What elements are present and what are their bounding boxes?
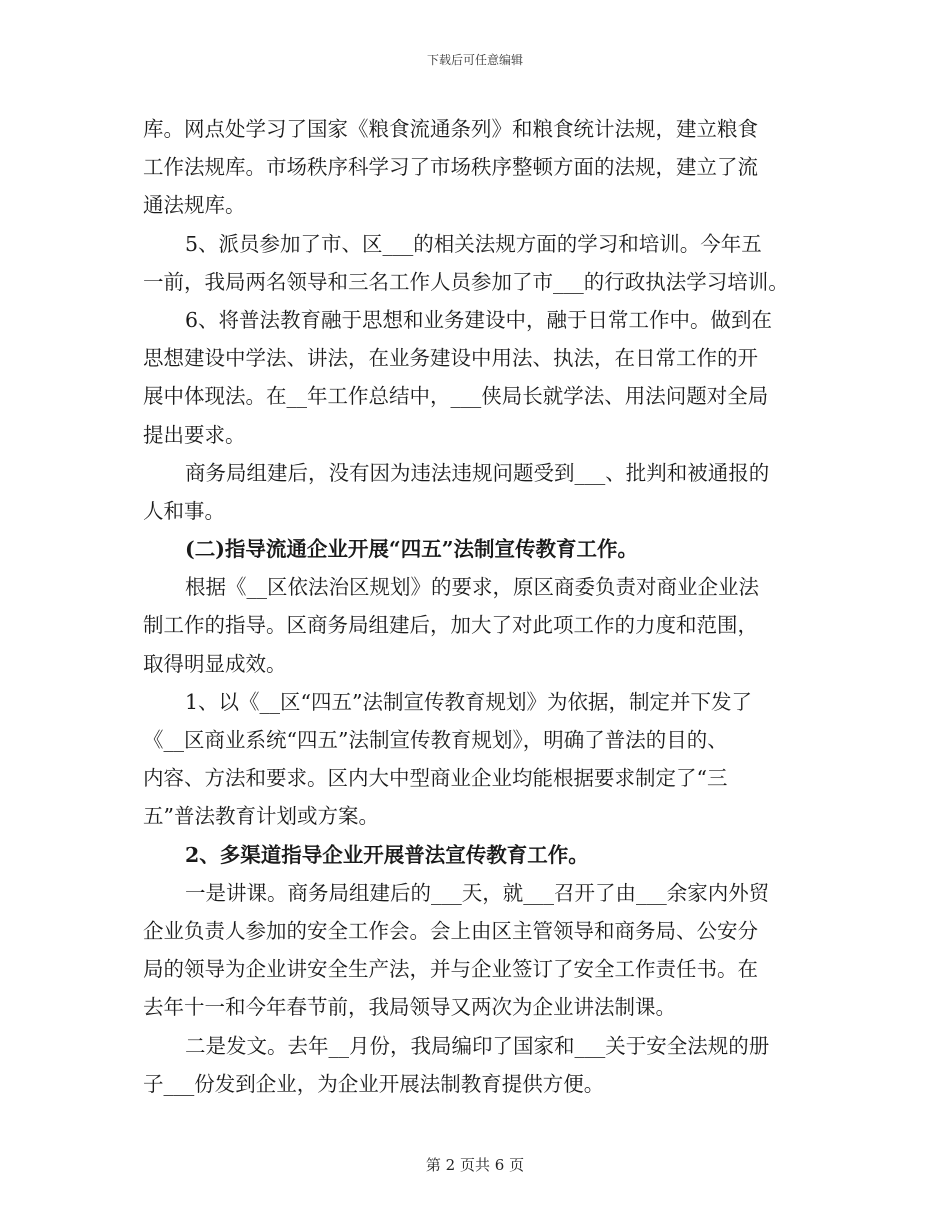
section-heading-line: (二)指导流通企业开展“四五”法制宣传教育工作。: [185, 537, 638, 562]
text-line: 局的领导为企业讲安全生产法，并与企业签订了安全工作责任书。在: [143, 957, 758, 982]
text-line: 工作法规库。市场秩序科学习了市场秩序整顿方面的法规，建立了流: [143, 155, 758, 180]
text-line: 人和事。: [143, 498, 225, 523]
text-line: 《__区商业系统“四五”法制宣传教育规划》，明确了普法的目的、: [143, 728, 728, 752]
text-line: 子___份发到企业，为企业开展法制教育提供方便。: [143, 1071, 605, 1096]
document-body: [143, 110, 815, 1103]
text-line: 提出要求。: [143, 422, 246, 447]
section-heading-line: 2、多渠道指导企业开展普法宣传教育工作。: [185, 842, 589, 867]
text-line: 去年十一和今年春节前，我局领导又两次为企业讲法制课。: [143, 995, 676, 1020]
text-line: 商务局组建后，没有因为违法违规问题受到___、批判和被通报的: [185, 460, 770, 485]
text-line: 一是讲课。商务局组建后的___天，就___召开了由___余家内外贸: [185, 880, 770, 905]
text-line: 二是发文。去年__月份，我局编印了国家和___关于安全法规的册: [185, 1033, 770, 1058]
text-line: 取得明显成效。: [143, 651, 287, 676]
text-line: 展中体现法。在__年工作总结中，___侠局长就学法、用法问题对全局: [143, 384, 769, 409]
text-line: 制工作的指导。区商务局组建后，加大了对此项工作的力度和范围，: [143, 613, 758, 638]
text-line: 五”普法教育计划或方案。: [143, 804, 379, 829]
page-number: 第 2 页共 6 页: [425, 1156, 525, 1174]
text-line: 通法规库。: [143, 193, 246, 218]
text-line: 一前，我局两名领导和三名工作人员参加了市___的行政执法学习培训。: [143, 269, 789, 294]
text-line: 企业负责人参加的安全工作会。会上由区主管领导和商务局、公安分: [143, 918, 758, 943]
text-line: 根据《__区依法治区规划》的要求，原区商委负责对商业企业法: [185, 575, 759, 600]
text-line: 思想建设中学法、讲法，在业务建设中用法、执法，在日常工作的开: [143, 346, 758, 371]
text-line: 库。网点处学习了国家《粮食流通条列》和粮食统计法规，建立粮食: [143, 117, 758, 141]
text-line: 5、派员参加了市、区___的相关法规方面的学习和培训。今年五: [185, 231, 762, 256]
text-line: 内容、方法和要求。区内大中型商业企业均能根据要求制定了“三: [143, 766, 728, 791]
page-header: 下载后可任意编辑: [426, 53, 523, 67]
text-line: 6、将普法教育融于思想和业务建设中，融于日常工作中。做到在: [185, 307, 773, 332]
text-line: 1、以《__区“四五”法制宣传教育规划》为依据，制定并下发了: [185, 689, 753, 714]
